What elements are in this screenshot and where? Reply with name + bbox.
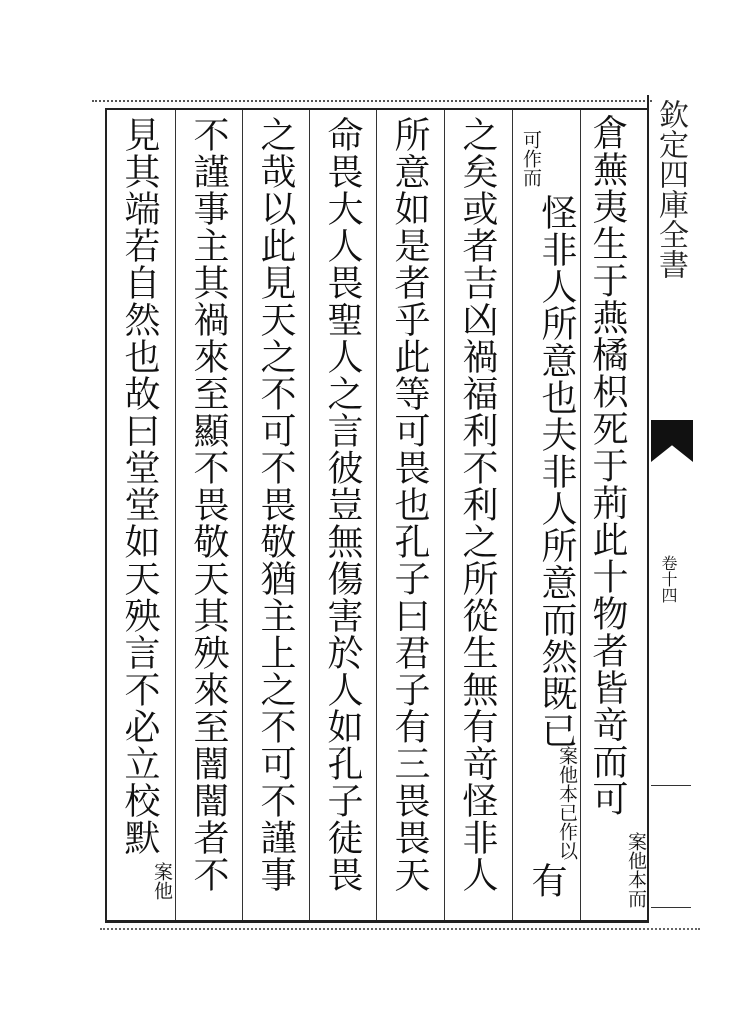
text-column-5 xyxy=(310,110,377,920)
margin-tick xyxy=(651,907,691,908)
column-2-text: 怪非人所意也夫非人所意而然既已 xyxy=(536,194,577,749)
bottom-border-rule xyxy=(100,928,700,930)
column-1-note: 案他本而 xyxy=(625,832,647,908)
text-column-2 xyxy=(513,110,581,920)
column-3-text: 之矣或者吉凶禍福利不利之所從生無有竒怪非人 xyxy=(457,116,498,893)
volume-label: 卷十四 xyxy=(659,555,678,603)
column-8-text: 見其端若自然也故曰堂堂如天殃言不必立校默 xyxy=(119,116,160,856)
text-column-1 xyxy=(581,110,649,920)
column-5-text: 命畏大人畏聖人之言彼豈無傷害於人如孔子徒畏 xyxy=(322,116,363,893)
text-column-8 xyxy=(107,110,176,920)
text-column-4 xyxy=(377,110,445,920)
column-1-text: 倉蕪夷生于燕橘枳死于荊此十物者皆竒而可 xyxy=(587,114,628,817)
text-column-3 xyxy=(445,110,513,920)
top-border-rule xyxy=(92,100,652,102)
column-7-text: 不謹事主其禍來至顯不畏敬天其殃來至闇闇者不 xyxy=(188,116,229,893)
column-2-note-top: 可作而 xyxy=(520,130,542,187)
column-4-text: 所意如是者乎此等可畏也孔子曰君子有三畏畏天 xyxy=(389,116,430,893)
center-margin xyxy=(647,95,695,923)
text-column-7 xyxy=(176,110,243,920)
text-frame xyxy=(105,108,647,923)
column-2-tail: 有 xyxy=(526,862,567,899)
column-6-text: 之哉以此見天之不可不畏敬猶主上之不可不謹事 xyxy=(255,116,296,893)
column-2-note-lower: 案他本已作以 xyxy=(556,746,578,860)
column-8-note: 案他 xyxy=(151,862,173,900)
margin-tick xyxy=(651,785,691,786)
text-column-6 xyxy=(243,110,310,920)
book-title: 欽定四庫全書 xyxy=(653,99,688,279)
fishtail-mark xyxy=(651,420,693,462)
